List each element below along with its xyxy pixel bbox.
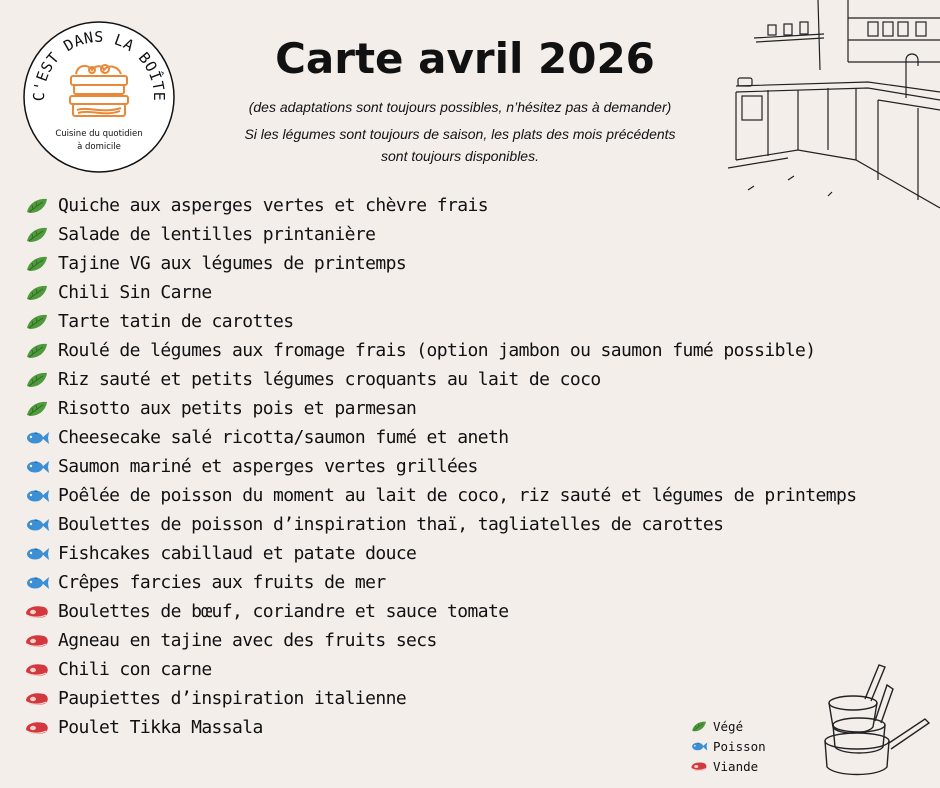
dish-item bbox=[24, 336, 856, 365]
subtitle-seasonal bbox=[200, 123, 720, 167]
dish-name: Fishcakes cabillaud et patate douce bbox=[58, 543, 417, 564]
meat-icon bbox=[24, 603, 50, 621]
dish-item bbox=[24, 626, 856, 655]
dish-item bbox=[24, 684, 856, 713]
dish-name: Chili Sin Carne bbox=[58, 282, 212, 303]
logo-line2: à domicile bbox=[77, 142, 121, 152]
fish-icon bbox=[24, 429, 50, 447]
dish-item bbox=[24, 481, 856, 510]
dish-name: Riz sauté et petits légumes croquants au lait de coco bbox=[58, 369, 601, 390]
dish-item bbox=[24, 655, 856, 684]
meat-icon bbox=[24, 632, 50, 650]
legend-label: Végé bbox=[713, 718, 744, 734]
logo-arc-text: C'EST DANS LA BOÎTE bbox=[29, 27, 169, 102]
dish-name: Cheesecake salé ricotta/saumon fumé et aneth bbox=[58, 427, 509, 448]
fish-icon bbox=[24, 574, 50, 592]
dish-item bbox=[24, 365, 856, 394]
fish-icon bbox=[690, 740, 708, 753]
dish-item bbox=[24, 423, 856, 452]
dish-item bbox=[24, 191, 856, 220]
legend bbox=[690, 716, 766, 776]
logo-line1: Cuisine du quotidien bbox=[55, 129, 143, 139]
legend-item-vege bbox=[690, 716, 766, 736]
meat-icon bbox=[24, 661, 50, 679]
legend-item-viande bbox=[690, 756, 766, 776]
dish-item bbox=[24, 510, 856, 539]
dish-name: Boulettes de poisson d’inspiration thaï, tagliatelles de carottes bbox=[58, 514, 724, 535]
leafy-green-icon bbox=[690, 720, 708, 733]
dish-name: Roulé de légumes aux fromage frais (option jambon ou saumon fumé possible) bbox=[58, 340, 816, 361]
legend-item-poisson bbox=[690, 736, 766, 756]
legend-label: Poisson bbox=[713, 738, 766, 754]
leafy-green-icon bbox=[24, 284, 50, 302]
dish-item bbox=[24, 394, 856, 423]
dish-name: Poêlée de poisson du moment au lait de coco, riz sauté et légumes de printemps bbox=[58, 485, 857, 506]
fish-icon bbox=[24, 458, 50, 476]
dish-item bbox=[24, 597, 856, 626]
dish-name: Boulettes de bœuf, coriandre et sauce tomate bbox=[58, 601, 509, 622]
dish-name: Quiche aux asperges vertes et chèvre frais bbox=[58, 195, 488, 216]
brand-logo bbox=[22, 20, 176, 174]
dish-name: Salade de lentilles printanière bbox=[58, 224, 376, 245]
dish-item bbox=[24, 568, 856, 597]
dish-item bbox=[24, 278, 856, 307]
leafy-green-icon bbox=[24, 342, 50, 360]
pots-illustration bbox=[815, 655, 935, 780]
dish-item bbox=[24, 220, 856, 249]
fish-icon bbox=[24, 516, 50, 534]
meat-icon bbox=[24, 719, 50, 737]
dish-name: Tarte tatin de carottes bbox=[58, 311, 294, 332]
dish-item bbox=[24, 307, 856, 336]
leafy-green-icon bbox=[24, 400, 50, 418]
dish-name: Poulet Tikka Massala bbox=[58, 717, 263, 738]
leafy-green-icon bbox=[24, 313, 50, 331]
fish-icon bbox=[24, 545, 50, 563]
leafy-green-icon bbox=[24, 255, 50, 273]
dish-name: Tajine VG aux légumes de printemps bbox=[58, 253, 407, 274]
dish-name: Saumon mariné et asperges vertes grillées bbox=[58, 456, 478, 477]
dish-list bbox=[24, 191, 856, 742]
leafy-green-icon bbox=[24, 197, 50, 215]
subtitle-seasonal-line1: Si les légumes sont toujours de saison, les plats des mois précédents bbox=[244, 126, 676, 142]
dish-name: Paupiettes d’inspiration italienne bbox=[58, 688, 407, 709]
leafy-green-icon bbox=[24, 226, 50, 244]
dish-item bbox=[24, 452, 856, 481]
dish-name: Chili con carne bbox=[58, 659, 212, 680]
dish-name: Crêpes farcies aux fruits de mer bbox=[58, 572, 386, 593]
subtitle-adaptations: (des adaptations sont toujours possibles, n’hésitez pas à demander) bbox=[248, 99, 672, 115]
dish-name: Risotto aux petits pois et parmesan bbox=[58, 398, 417, 419]
page-title: Carte avril 2026 bbox=[275, 34, 655, 83]
meat-icon bbox=[690, 760, 708, 773]
fish-icon bbox=[24, 487, 50, 505]
kitchen-illustration bbox=[728, 0, 940, 210]
dish-item bbox=[24, 249, 856, 278]
legend-label: Viande bbox=[713, 758, 759, 774]
dish-name: Agneau en tajine avec des fruits secs bbox=[58, 630, 437, 651]
dish-item bbox=[24, 539, 856, 568]
meat-icon bbox=[24, 690, 50, 708]
leafy-green-icon bbox=[24, 371, 50, 389]
subtitle-seasonal-line2: sont toujours disponibles. bbox=[381, 148, 539, 164]
